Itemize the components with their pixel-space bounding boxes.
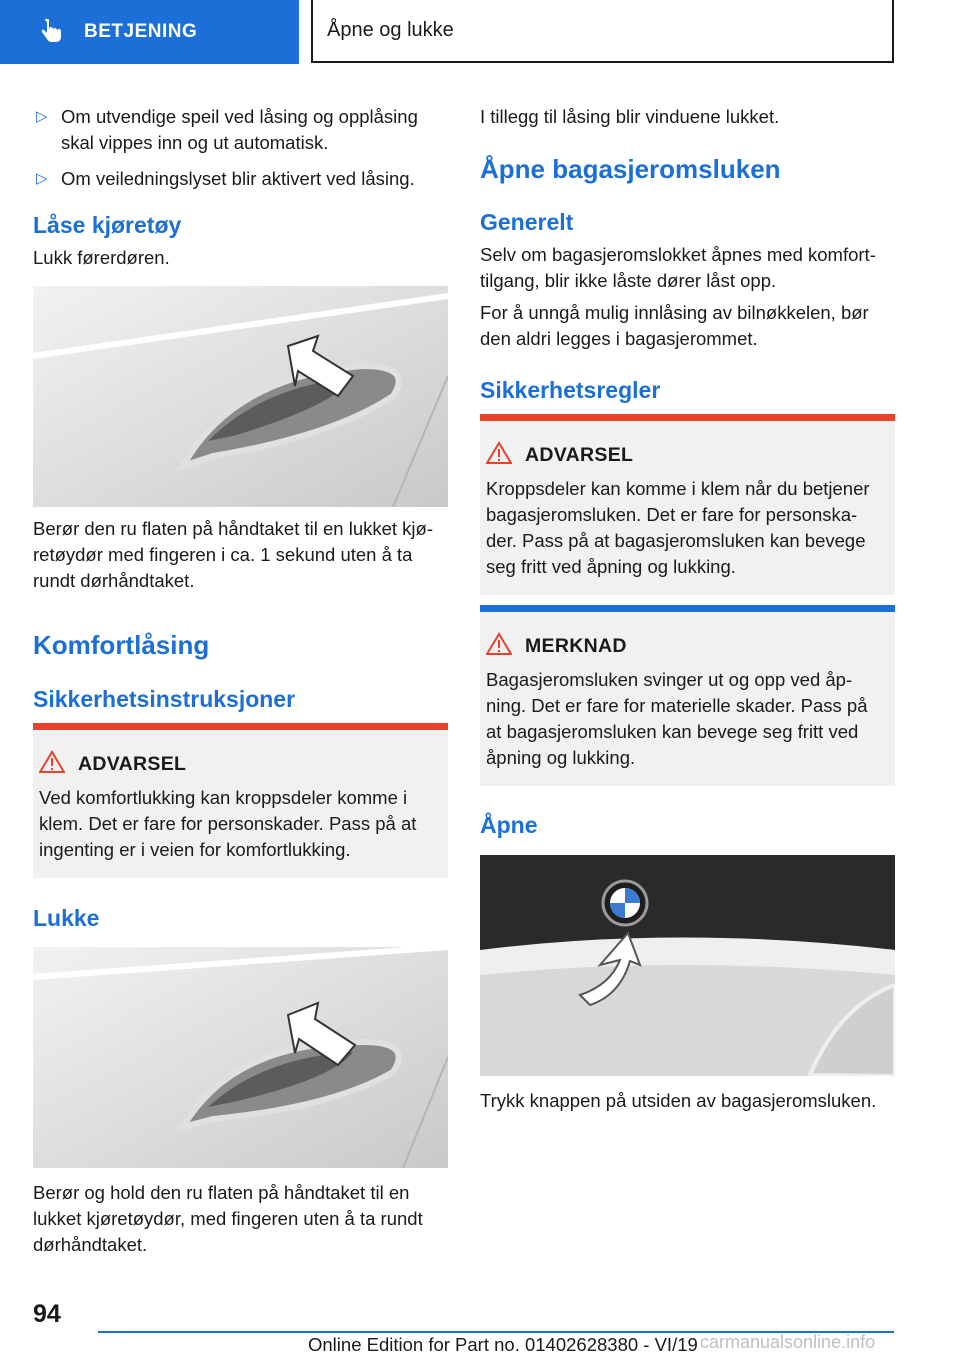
- warning-triangle-icon: [486, 441, 512, 465]
- warning-title: ADVARSEL: [525, 444, 634, 466]
- warning-text: Kroppsdeler kan komme i klem når du betjener bagasjeromsluken. Det er fare for personska-der. Pass på at bagasjeromsluken kan bevege seg fritt ved åpning og lukking.: [486, 478, 870, 577]
- close-heading: Lukke: [33, 905, 100, 931]
- warning-triangle-icon: [39, 750, 65, 774]
- notice-triangle-icon: [486, 632, 512, 656]
- notice-bar: [480, 605, 895, 612]
- warning-box: [33, 723, 448, 878]
- bullet-list: [33, 104, 448, 192]
- notice-title: MERKNAD: [525, 635, 627, 657]
- warning-bar: [480, 414, 895, 421]
- general-paragraph-2: For å unngå mulig innlåsing av bilnøkkelen, bør den aldri legges i bagasjerommet.: [480, 302, 869, 349]
- comfort-heading: Komfortlåsing: [33, 630, 210, 660]
- open-heading: Åpne: [480, 812, 538, 838]
- general-heading: Generelt: [480, 209, 574, 235]
- lock-caption: Berør den ru flaten på håndtaket til en lukket kjø-retøydør med fingeren i ca. 1 sekund uten å ta rundt dørhåndtaket.: [33, 518, 434, 591]
- edition-text: Online Edition for Part no. 01402628380 - VI/19: [308, 1334, 698, 1355]
- general-paragraph-1: Selv om bagasjeromslokket åpnes med komfort-tilgang, blir ikke låste dører låst opp.: [480, 244, 876, 291]
- door-handle-hold-photo: [33, 947, 448, 1168]
- warning-box: [480, 414, 895, 595]
- trunk-button-photo: [480, 855, 895, 1076]
- list-item-text: Om utvendige speil ved låsing og opplåsing skal vippes inn og ut automatisk.: [61, 106, 418, 153]
- lock-text: Lukk førerdøren.: [33, 247, 170, 268]
- list-item-text: Om veiledningslyset blir aktivert ved låsing.: [61, 168, 415, 189]
- list-item: [33, 104, 448, 156]
- triangle-bullet-icon: ▷: [36, 108, 48, 125]
- intro-text: I tillegg til låsing blir vinduene lukket.: [480, 106, 780, 127]
- open-caption: Trykk knappen på utsiden av bagasjeromsluken.: [480, 1090, 877, 1111]
- lock-heading: Låse kjøretøy: [33, 212, 182, 238]
- section-tab[interactable]: [0, 0, 299, 64]
- notice-text: Bagasjeromsluken svinger ut og opp ved åp-ning. Det er fare for materielle skader. Pass på at bagasjeromsluken kan bevege seg fritt ved åpning og lukking.: [486, 669, 868, 768]
- warning-text: Ved komfortlukking kan kroppsdeler komme i klem. Det er fare for personskader. Pass på at ingenting er i veien for komfortlukking.: [39, 787, 417, 860]
- page-number: 94: [33, 1300, 61, 1328]
- watermark: carmanualsonline.info: [700, 1332, 876, 1352]
- notice-box: [480, 605, 895, 786]
- trunk-heading: Åpne bagasjeromsluken: [480, 154, 781, 184]
- rules-heading: Sikkerhetsregler: [480, 377, 661, 403]
- section-title: BETJENING: [84, 21, 198, 42]
- chapter-title: Åpne og lukke: [327, 19, 454, 41]
- safety-heading: Sikkerhetsinstruksjoner: [33, 686, 296, 712]
- warning-title: ADVARSEL: [78, 753, 187, 775]
- close-caption: Berør og hold den ru flaten på håndtaket til en lukket kjøretøydør, med fingeren uten å ta rundt dørhåndtaket.: [33, 1182, 423, 1255]
- list-item: [33, 166, 448, 192]
- hand-pointer-icon: [38, 19, 64, 45]
- door-handle-photo: [33, 286, 448, 507]
- triangle-bullet-icon: ▷: [36, 170, 48, 187]
- warning-bar: [33, 723, 448, 730]
- chapter-header: [311, 0, 894, 63]
